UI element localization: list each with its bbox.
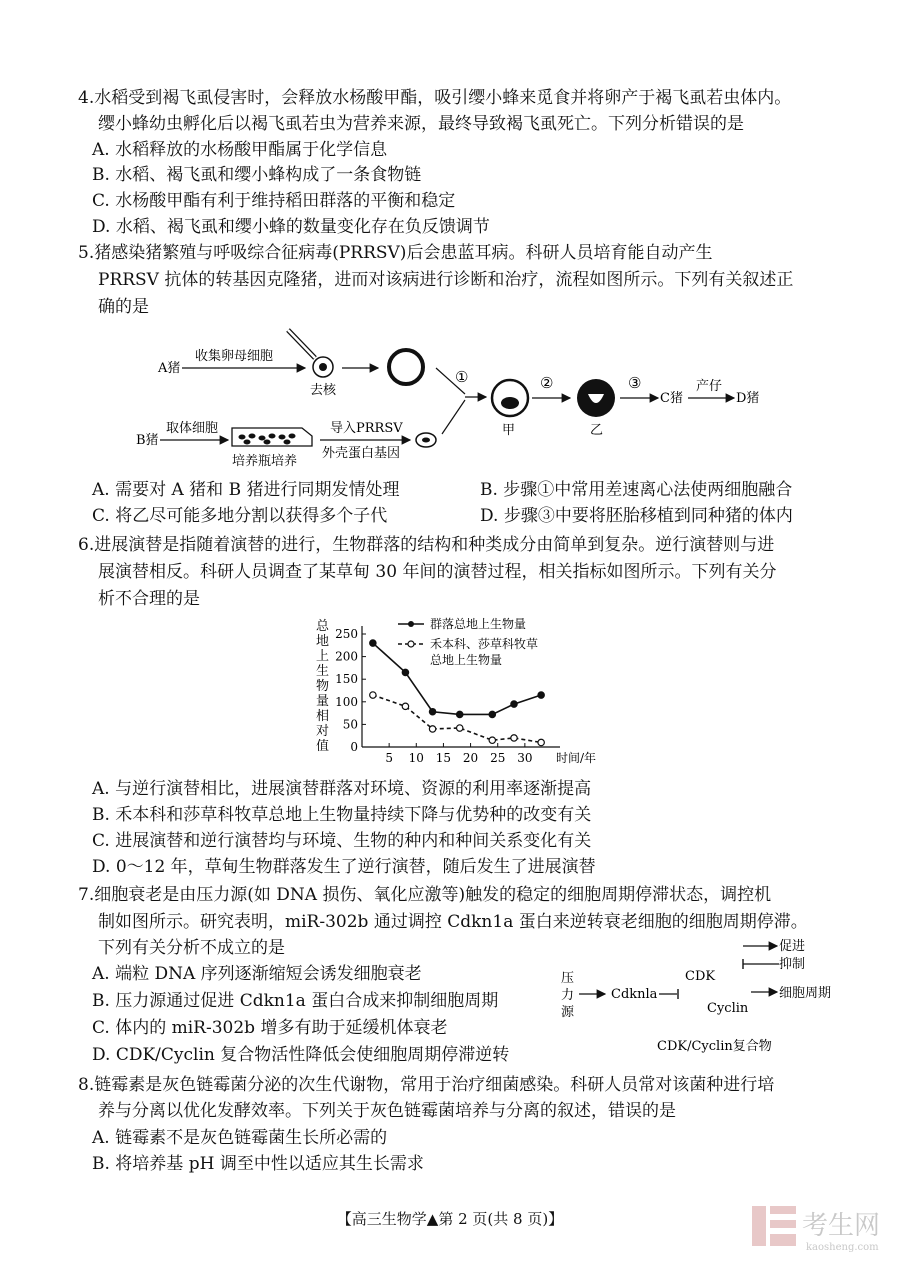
- y-tick-label: 100: [335, 694, 358, 709]
- data-point-series-1: [370, 640, 376, 646]
- take-cells-label: 取体细胞: [166, 421, 219, 436]
- q7-option-d: D. CDK/Cyclin 复合物活性降低会使细胞周期停滞逆转: [92, 1045, 510, 1065]
- y-axis-label-char: 对: [316, 724, 330, 739]
- q7-stem-line2: 制如图所示。研究表明，miR-302b 通过调控 Cdkn1a 蛋白来逆转衰老细胞的细胞周期停滞。: [98, 912, 808, 932]
- q5-stem-line2: PRRSV 抗体的转基因克隆猪，进而对该病进行诊断和治疗，流程如图所示。下列有关叙述正: [98, 270, 794, 290]
- legend-promote: 促进: [779, 939, 806, 954]
- c-pig-label: C猪: [660, 391, 683, 406]
- data-point-series-2: [511, 735, 517, 741]
- q7-option-b: B. 压力源通过促进 Cdkn1a 蛋白合成来抑制细胞周期: [92, 991, 499, 1011]
- q7-option-a: A. 端粒 DNA 序列逐渐缩短会诱发细胞衰老: [92, 964, 422, 984]
- watermark-cn: 考生网: [802, 1211, 881, 1241]
- gene-label: 外壳蛋白基因: [322, 446, 401, 461]
- x-tick-label: 15: [435, 751, 452, 765]
- q5-cloning-diagram: [130, 322, 770, 472]
- a-pig-label: A猪: [158, 361, 181, 376]
- step2-label: ②: [540, 374, 554, 392]
- q6-option-a: A. 与逆行演替相比，进展演替群落对环境、资源的利用率逐渐提高: [92, 779, 592, 799]
- legend-marker-2: [408, 641, 414, 647]
- y-axis-label-char: 量: [316, 694, 330, 709]
- x-tick-label: 25: [490, 751, 506, 765]
- q5-option-a: A. 需要对 A 猪和 B 猪进行同期发情处理: [92, 480, 400, 500]
- y-axis-label-char: 上: [316, 649, 330, 664]
- cyclin-label: Cyclin: [707, 1001, 749, 1016]
- q8-stem-line2: 养与分离以优化发酵效率。下列关于灰色链霉菌培养与分离的叙述，错误的是: [98, 1101, 676, 1121]
- y-axis-label-char: 总: [316, 619, 330, 634]
- q6-option-d: D. 0～12 年，草甸生物群落发生了逆行演替，随后发生了进展演替: [92, 857, 596, 877]
- jia-label: 甲: [502, 423, 516, 438]
- x-tick-label: 20: [462, 751, 479, 765]
- q6-option-c: C. 进展演替和逆行演替均与环境、生物的种内和种间关系变化有关: [92, 831, 592, 851]
- data-point-series-1: [511, 701, 517, 707]
- step3-label: ③: [628, 374, 642, 392]
- data-point-series-2: [538, 739, 544, 745]
- legend-label-2b: 总地上生物量: [430, 653, 503, 667]
- cell-cycle-label: 细胞周期: [779, 986, 832, 1001]
- q6-stem-line1: 6.进展演替是指随着演替的进行，生物群落的结构和种类成分由简单到复杂。逆行演替则与进: [78, 535, 775, 555]
- q5-stem-line3: 确的是: [98, 297, 149, 317]
- x-tick-label: 5: [385, 751, 393, 765]
- data-point-series-2: [429, 726, 435, 732]
- y-axis-label-char: 物: [316, 679, 330, 694]
- q6-biomass-chart: [310, 612, 610, 774]
- data-point-series-1: [402, 669, 408, 675]
- data-point-series-1: [538, 692, 544, 698]
- q4-option-b: B. 水稻、褐飞虱和缨小蜂构成了一条食物链: [92, 165, 422, 185]
- enucleate-needle-icon: [288, 330, 333, 377]
- q4-option-a: A. 水稻释放的水杨酸甲酯属于化学信息: [92, 140, 388, 160]
- x-tick-label: 10: [408, 751, 424, 765]
- q6-stem-line3: 析不合理的是: [98, 589, 200, 609]
- kaosheng-watermark: [748, 1198, 898, 1258]
- y-tick-label: 150: [335, 672, 358, 687]
- y-axis-label-char: 生: [316, 664, 330, 679]
- kaosheng-logo-icon: [752, 1206, 796, 1246]
- cdkn1a-label: Cdknla: [611, 987, 658, 1002]
- stress-label-2: 力: [561, 988, 575, 1003]
- q4-stem-line2: 缨小蜂幼虫孵化后以褐飞虱若虫为营养来源，最终导致褐飞虱死亡。下列分析错误的是: [98, 114, 744, 134]
- q5-option-b: B. 步骤①中常用差速离心法使两细胞融合: [480, 480, 793, 500]
- y-tick-label: 200: [335, 649, 358, 664]
- legend-marker-1: [408, 621, 414, 627]
- import-label: 导入PRRSV: [330, 421, 403, 436]
- q5-option-d: D. 步骤③中要将胚胎移植到同种猪的体内: [480, 506, 793, 526]
- cdk-label: CDK: [685, 969, 716, 984]
- legend-inhibit: 抑制: [779, 957, 806, 972]
- legend-label-1: 群落总地上生物量: [430, 617, 527, 631]
- q8-option-b: B. 将培养基 pH 调至中性以适应其生长需求: [92, 1154, 424, 1174]
- q6-stem-line2: 展演替相反。科研人员调查了某草甸 30 年间的演替过程，相关指标如图所示。下列有关分: [98, 562, 777, 582]
- q5-option-c: C. 将乙尽可能多地分割以获得多个子代: [92, 506, 388, 526]
- y-axis-label-char: 相: [316, 709, 330, 724]
- q4-option-d: D. 水稻、褐飞虱和缨小蜂的数量变化存在负反馈调节: [92, 217, 490, 237]
- data-point-series-2: [457, 725, 463, 731]
- collect-label: 收集卵母细胞: [195, 349, 274, 364]
- d-pig-label: D猪: [736, 391, 760, 406]
- data-point-series-2: [489, 737, 495, 743]
- x-tick-label: 30: [517, 751, 533, 765]
- birth-label: 产仔: [696, 379, 723, 394]
- q7-regulation-diagram: [555, 934, 855, 1059]
- q4-stem-line1: 4.水稻受到褐飞虱侵害时，会释放水杨酸甲酯，吸引缨小蜂来觅食并将卵产于褐飞虱若虫体内。: [78, 88, 792, 108]
- q8-option-a: A. 链霉素不是灰色链霉菌生长所必需的: [92, 1128, 388, 1148]
- data-point-series-1: [489, 711, 495, 717]
- data-point-series-1: [429, 709, 435, 715]
- culture-label: 培养瓶培养: [232, 454, 298, 469]
- q6-option-b: B. 禾本科和莎草科牧草总地上生物量持续下降与优势种的改变有关: [92, 805, 592, 825]
- stress-label-1: 压: [561, 971, 575, 986]
- enucleated-oocyte: [389, 350, 423, 384]
- q4-option-c: C. 水杨酸甲酯有利于维持稻田群落的平衡和稳定: [92, 191, 456, 211]
- y-tick-label: 0: [350, 740, 358, 754]
- enucleate-label: 去核: [310, 383, 337, 398]
- y-tick-label: 250: [335, 627, 358, 641]
- q8-stem-line1: 8.链霉素是灰色链霉菌分泌的次生代谢物，常用于治疗细菌感染。科研人员常对该菌种进行培: [78, 1075, 775, 1095]
- b-pig-label: B猪: [136, 433, 159, 448]
- merge-line-bottom: [442, 400, 465, 434]
- yi-label: 乙: [590, 423, 604, 438]
- stress-label-3: 源: [561, 1005, 575, 1020]
- culture-flask-icon: [232, 428, 312, 446]
- watermark-url: kaosheng.com: [806, 1242, 879, 1253]
- page-footer: 【高三生物学▲第 2 页(共 8 页)】: [336, 1210, 564, 1228]
- q5-stem-line1: 5.猪感染猪繁殖与呼吸综合征病毒(PRRSV)后会患蓝耳病。科研人员培育能自动产生: [78, 243, 713, 263]
- q7-option-c: C. 体内的 miR-302b 增多有助于延缓机体衰老: [92, 1018, 448, 1038]
- data-point-series-2: [370, 692, 376, 698]
- y-tick-label: 50: [342, 717, 358, 732]
- legend-label-2: 禾本科、莎草科牧草: [430, 637, 539, 651]
- step1-label: ①: [455, 368, 469, 386]
- data-point-series-2: [402, 703, 408, 709]
- x-axis-label: 时间/年: [556, 751, 597, 765]
- complex-label: CDK/Cyclin复合物: [657, 1039, 772, 1054]
- y-axis-label-char: 值: [316, 739, 330, 754]
- q7-stem-line1: 7.细胞衰老是由压力源(如 DNA 损伤、氧化应激等)触发的稳定的细胞周期停滞状态，调控机: [78, 885, 772, 905]
- data-point-series-1: [457, 711, 463, 717]
- q7-stem-line3: 下列有关分析不成立的是: [98, 938, 285, 958]
- y-axis-label-char: 地: [316, 634, 330, 649]
